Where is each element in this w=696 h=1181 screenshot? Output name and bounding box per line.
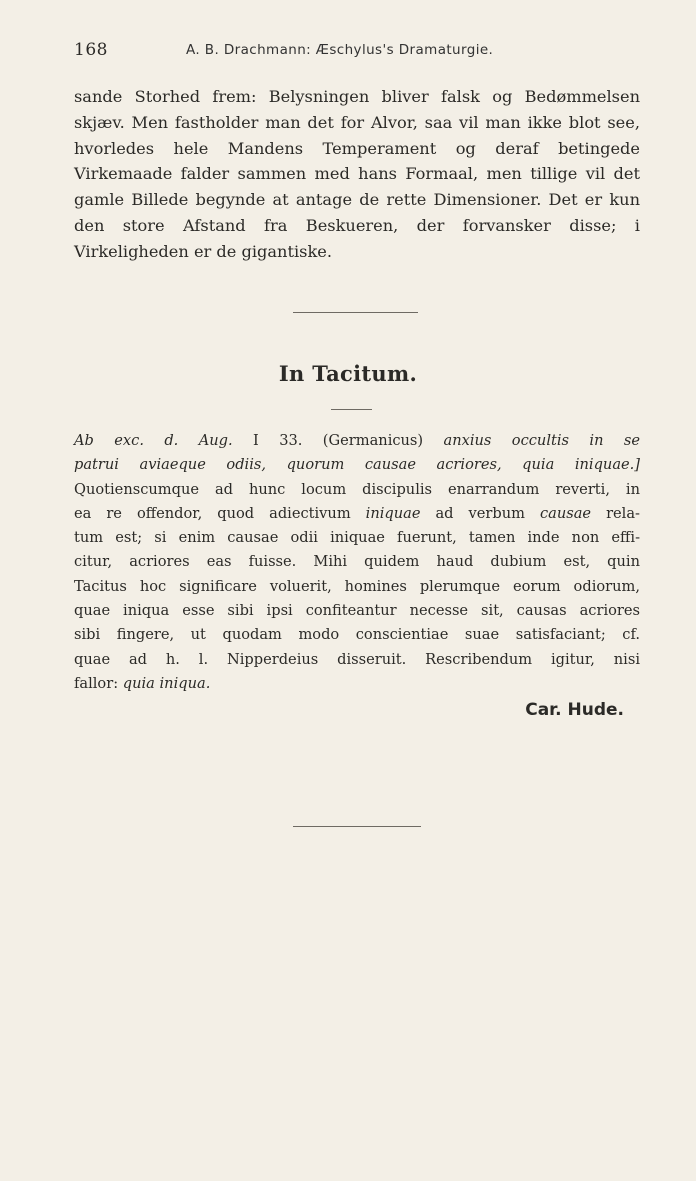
title-divider	[331, 409, 372, 410]
article-line	[74, 453, 640, 477]
body-text: tum est; si enim causae odii iniquae fuerunt, tamen inde non effi-	[74, 529, 640, 547]
article-line	[74, 502, 640, 526]
article-line	[74, 672, 640, 696]
page-number: 168	[74, 40, 108, 60]
italic-text: Ab exc. d. Aug.	[74, 432, 233, 449]
article-line	[74, 648, 640, 672]
italic-text: quia iniqua.	[122, 674, 211, 692]
author-signature: Car. Hude.	[525, 700, 624, 720]
body-text: ea re offendor, quod adiectivum	[74, 504, 366, 522]
italic-text: anxius occultis in se	[443, 432, 640, 449]
body-text: Quotienscumque ad hunc locum discipulis enarrandum reverti, in	[74, 480, 640, 498]
section-divider	[293, 312, 418, 313]
article-body	[74, 429, 640, 696]
page-header	[74, 40, 640, 64]
article-line	[74, 550, 640, 574]
italic-text: iniquae	[365, 504, 421, 522]
body-text: sibi fingere, ut quodam modo conscientiae suae satisfaciant; cf.	[74, 626, 640, 644]
article-line	[74, 599, 640, 623]
article-line	[74, 478, 640, 502]
end-divider	[293, 826, 421, 827]
running-head: A. B. Drachmann: Æschylus's Dramaturgie.	[186, 42, 494, 58]
article-line	[74, 623, 640, 647]
body-text: citur, acriores eas fuisse. Mihi quidem haud dubium est, quin	[74, 553, 640, 571]
body-text: Tacitus hoc significare voluerit, homines plerumque eorum odiorum,	[74, 577, 640, 595]
article-line	[74, 429, 640, 453]
intro-paragraph: sande Storhed frem: Belysningen bliver falsk og Bedømmelsen skjæv. Men fastholder man det for Alvor, saa vil man ikke blot see, hvorledes hele Mandens Temperament og deraf betingede Virkemaade falder sammen med hans Formaal, men tillige vil det gamle Billede begynde at antage de rette Dimensioner. Det er kun den store Afstand fra Beskueren, der forvansker disse; i Virkeligheden er de gigantiske.	[74, 87, 640, 261]
italic-text: patrui aviaeque odiis, quorum causae acriores, quia iniquae.]	[74, 456, 640, 474]
article-line	[74, 526, 640, 550]
italic-text: causae	[539, 504, 592, 522]
article-line	[74, 575, 640, 599]
body-text: ad verbum	[420, 504, 540, 522]
body-text: quae ad h. l. Nipperdeius disseruit. Rescribendum igitur, nisi	[74, 650, 640, 668]
body-text: I 33. (Germanicus)	[232, 432, 444, 449]
body-text: fallor:	[74, 674, 123, 692]
body-text: rela-	[591, 504, 640, 522]
article-title: In Tacitum.	[278, 361, 418, 386]
body-text: quae iniqua esse sibi ipsi confiteantur necesse sit, causas acriores	[74, 602, 640, 620]
